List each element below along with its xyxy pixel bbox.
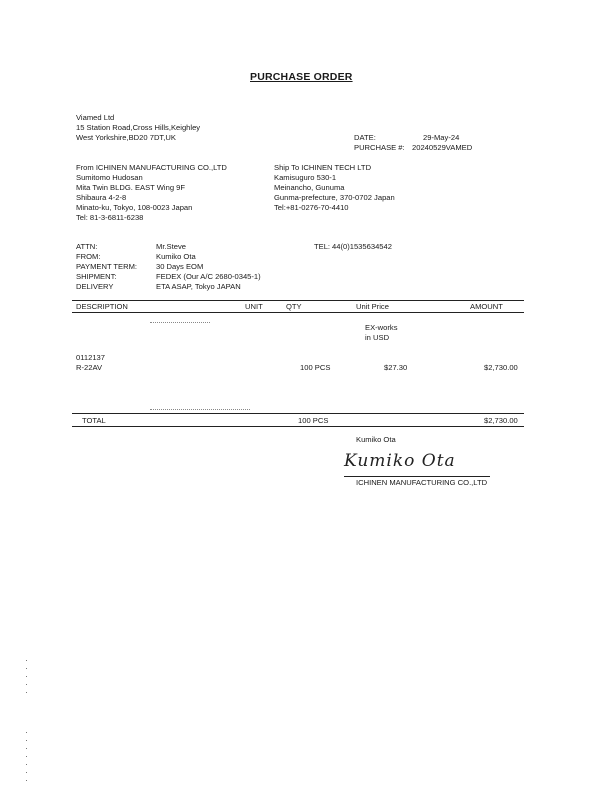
vendor-name: Viamed Ltd (76, 113, 115, 122)
tel-label: TEL: (314, 242, 331, 251)
signatory-company: ICHINEN MANUFACTURING CO.,LTD (356, 478, 488, 487)
scan-speck (26, 668, 27, 669)
signatory-name: Kumiko Ota (356, 435, 396, 444)
from-address-line4: Minato-ku, Tokyo, 108-0023 Japan (76, 203, 193, 212)
scan-speck (26, 732, 27, 733)
shipment-label: SHIPMENT: (76, 272, 117, 281)
payment-term-value: 30 Days EOM (156, 262, 204, 271)
attn-value: Mr.Steve (156, 242, 186, 251)
ship-to-company: Ship To ICHINEN TECH LTD (274, 163, 372, 172)
handwritten-signature: Kumiko Ota (344, 451, 456, 471)
scan-speck (26, 684, 27, 685)
price-currency-note: in USD (365, 333, 390, 342)
vendor-address-line2: West Yorkshire,BD20 7DT,UK (76, 133, 176, 142)
scan-mark (150, 322, 210, 323)
table-header-top-rule (72, 300, 524, 301)
total-bottom-rule (72, 426, 524, 427)
delivery-value: ETA ASAP, Tokyo JAPAN (156, 282, 241, 291)
item-qty: 100 PCS (300, 363, 331, 372)
ship-to-address-line3: Gunma-prefecture, 370-0702 Japan (274, 193, 395, 202)
tel-value: 44(0)1535634542 (332, 242, 392, 251)
from-address-line1: Sumitomo Hudosan (76, 173, 143, 182)
ship-to-address-line2: Meinancho, Gunuma (274, 183, 345, 192)
scan-speck (26, 748, 27, 749)
column-header-qty: QTY (286, 302, 302, 311)
scan-speck (26, 780, 27, 781)
scan-speck (26, 756, 27, 757)
column-header-unit-price: Unit Price (356, 302, 389, 311)
total-amount: $2,730.00 (484, 416, 518, 425)
column-header-description: DESCRIPTION (76, 302, 128, 311)
ship-to-address-line1: Kamisuguro 530-1 (274, 173, 337, 182)
from-address-line3: Shibaura 4-2-8 (76, 193, 127, 202)
attn-label: ATTN: (76, 242, 98, 251)
date-label: DATE: (354, 133, 376, 142)
scan-speck (26, 692, 27, 693)
total-label: TOTAL (82, 416, 106, 425)
from-value: Kumiko Ota (156, 252, 196, 261)
scan-speck (26, 740, 27, 741)
po-number-label: PURCHASE #: (354, 143, 405, 152)
vendor-address-line1: 15 Station Road,Cross Hills,Keighley (76, 123, 201, 132)
column-header-unit: UNIT (245, 302, 263, 311)
from-company: From ICHINEN MANUFACTURING CO.,LTD (76, 163, 227, 172)
item-code: 0112137 (76, 353, 105, 362)
scan-speck (26, 764, 27, 765)
scan-speck (26, 676, 27, 677)
price-basis-note: EX-works (365, 323, 398, 332)
payment-term-label: PAYMENT TERM: (76, 262, 138, 271)
shipment-value: FEDEX (Our A/C 2680-0345-1) (156, 272, 261, 281)
column-header-amount: AMOUNT (470, 302, 503, 311)
ship-to-phone: Tel:+81-0276-70-4410 (274, 203, 349, 212)
from-phone: Tel: 81-3-6811-6238 (76, 213, 144, 222)
delivery-label: DELIVERY (76, 282, 114, 291)
from-address-line2: Mita Twin BLDG. EAST Wing 9F (76, 183, 186, 192)
signature-rule (344, 476, 490, 477)
item-unit-price: $27.30 (384, 363, 408, 372)
page-title: PURCHASE ORDER (250, 71, 353, 83)
from-label: FROM: (76, 252, 101, 261)
po-number-value: 20240529VAMED (412, 143, 473, 152)
total-qty: 100 PCS (298, 416, 329, 425)
scan-speck (26, 660, 27, 661)
date-value: 29-May-24 (423, 133, 460, 142)
item-name: R-22AV (76, 363, 103, 372)
total-top-rule (72, 413, 524, 414)
scan-mark (150, 409, 250, 410)
table-header-bottom-rule (72, 312, 524, 313)
item-amount: $2,730.00 (484, 363, 518, 372)
scan-speck (26, 772, 27, 773)
